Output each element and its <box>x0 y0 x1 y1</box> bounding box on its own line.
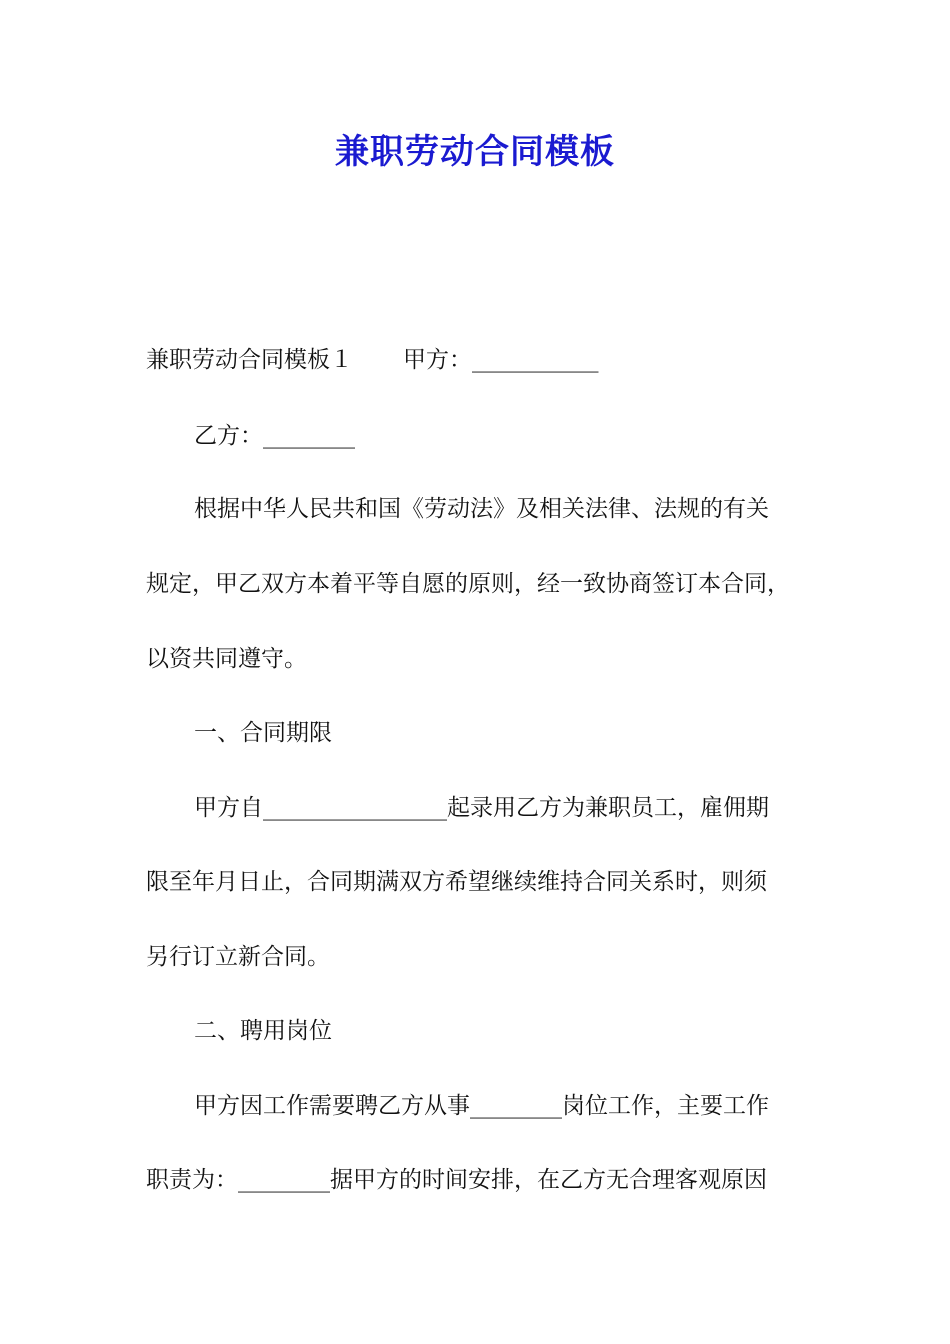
party-b-field: 乙方：________ <box>194 423 355 449</box>
contract-subtitle: 兼职劳动合同模板１ <box>146 347 353 373</box>
document-title: 兼职劳动合同模板 <box>335 132 615 172</box>
paragraph-line: 职责为：________据甲方的时间安排，在乙方无合理客观原因 <box>146 1167 767 1193</box>
paragraph-line-header <box>146 344 816 376</box>
paragraph-line: 以资共同遵守。 <box>146 646 307 672</box>
paragraph-line: 限至年月日止，合同期满双方希望继续维持合同关系时，则须 <box>146 869 767 895</box>
section-heading-position: 二、聘用岗位 <box>194 1018 332 1044</box>
section-heading-term: 一、合同期限 <box>194 720 332 746</box>
party-a-field: 甲方：___________ <box>403 347 599 373</box>
paragraph-line: 另行订立新合同。 <box>146 944 330 970</box>
paragraph-line: 甲方因工作需要聘乙方从事________岗位工作，主要工作 <box>194 1093 769 1119</box>
paragraph-line: 规定，甲乙双方本着平等自愿的原则，经一致协商签订本合同， <box>146 571 790 597</box>
paragraph-line: 根据中华人民共和国《劳动法》及相关法律、法规的有关 <box>194 496 769 522</box>
paragraph-line: 甲方自________________起录用乙方为兼职员工，雇佣期 <box>194 795 769 821</box>
